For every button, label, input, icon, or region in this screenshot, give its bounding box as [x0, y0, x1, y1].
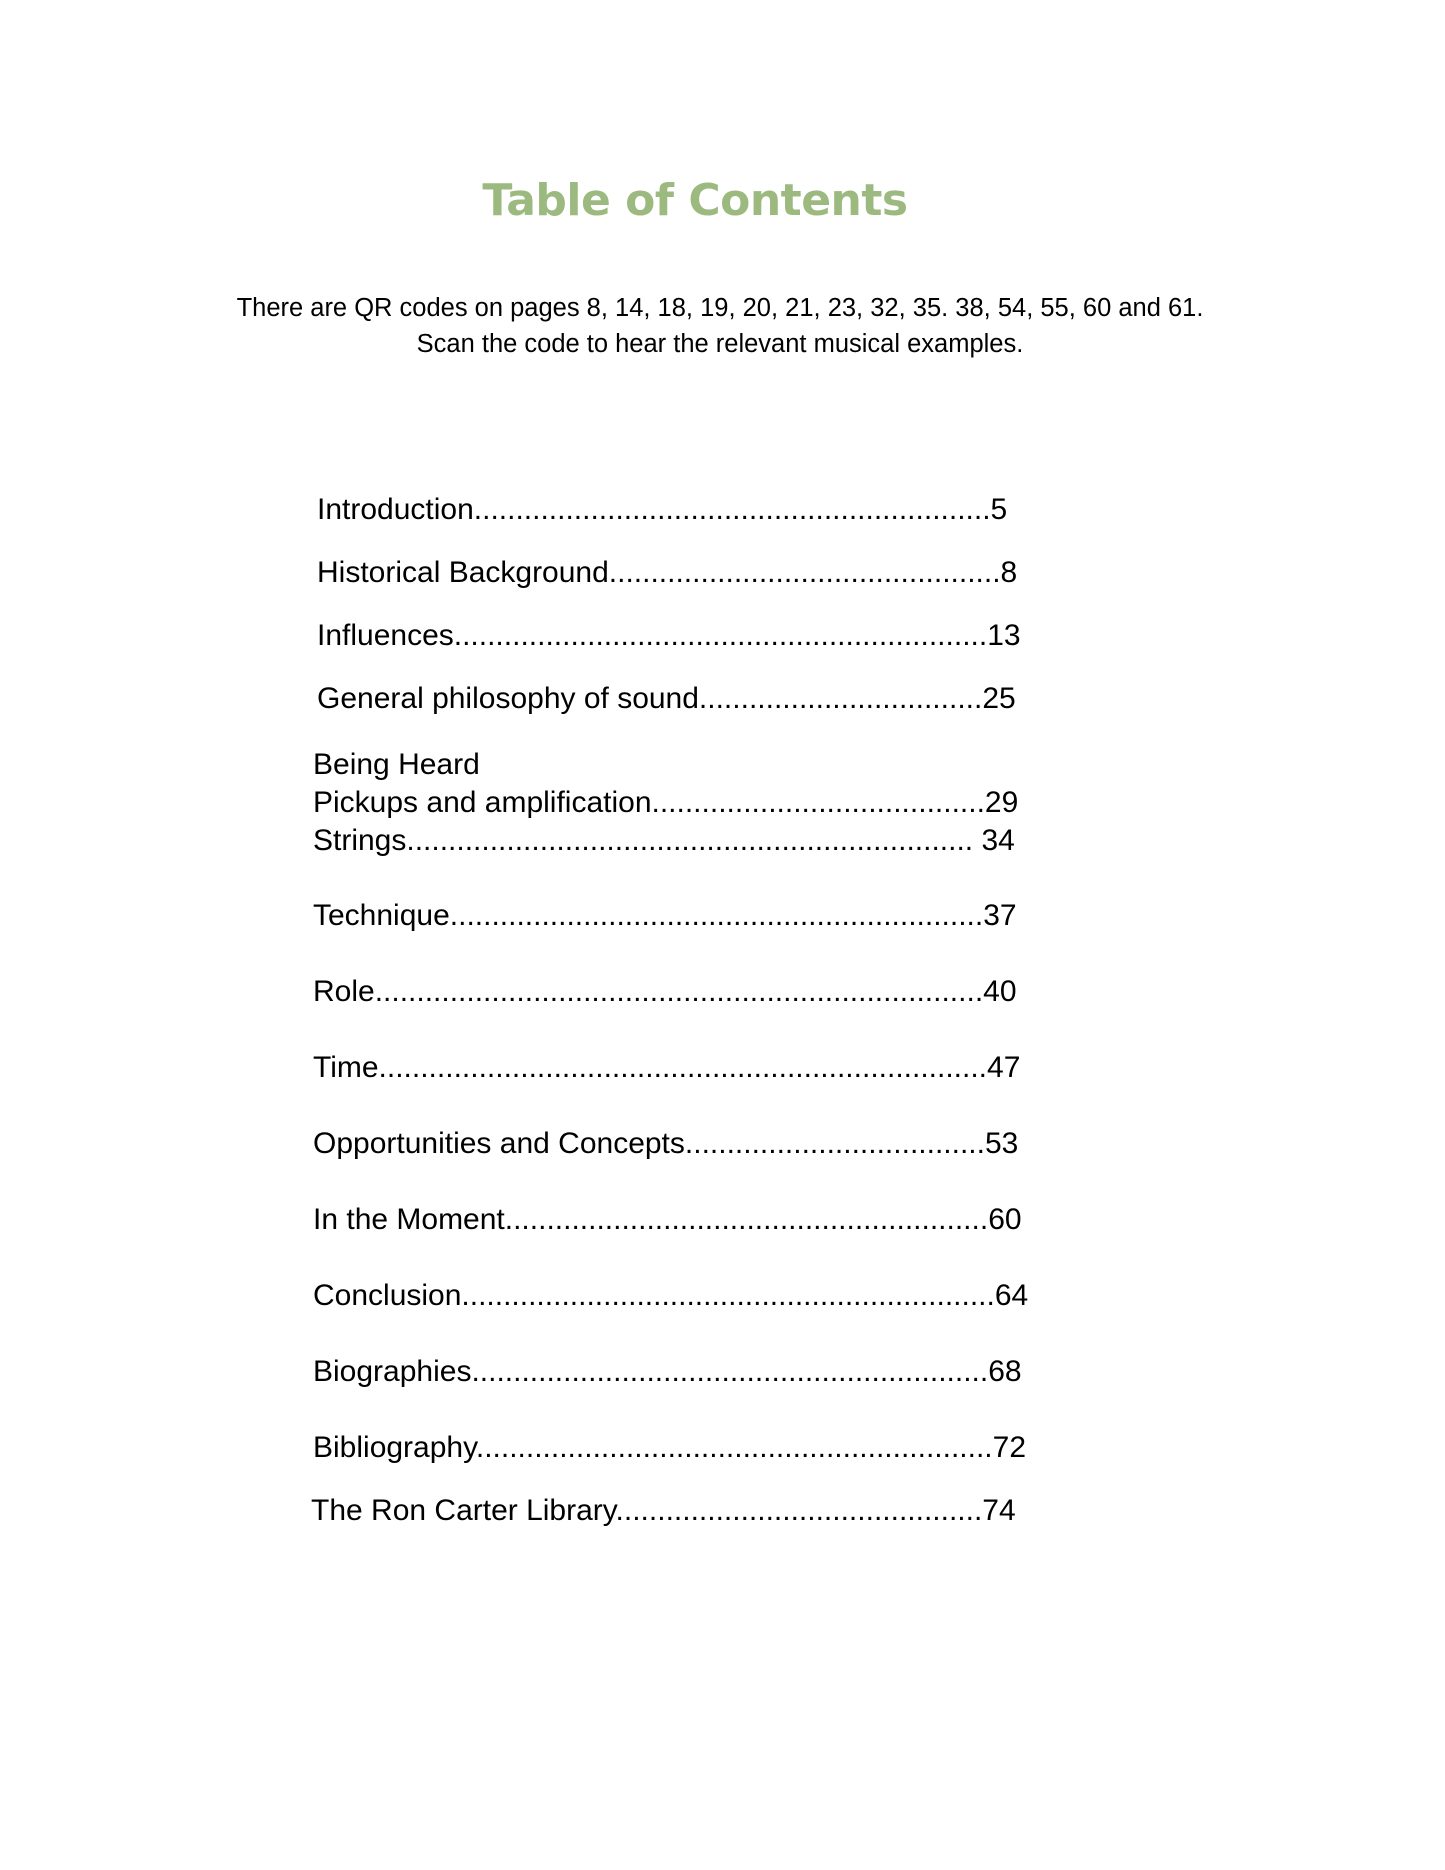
toc-entry-opportunities[interactable]: Opportunities and Concepts....................................53 [313, 1127, 1019, 1160]
qr-code-instruction: Scan the code to hear the relevant musical examples. [416, 330, 1024, 358]
toc-entry-strings[interactable]: Strings.................................................................... 34 [313, 824, 1015, 857]
toc-entry-ron-carter-library[interactable]: The Ron Carter Library............................................74 [311, 1494, 1016, 1527]
toc-entry-role[interactable]: Role.........................................................................40 [313, 975, 1017, 1008]
toc-section-being-heard[interactable]: Being Heard [313, 748, 480, 781]
toc-entry-introduction[interactable]: Introduction..............................................................5 [317, 493, 1008, 526]
toc-entry-historical-background[interactable]: Historical Background...............................................8 [317, 556, 1018, 589]
toc-entry-technique[interactable]: Technique................................................................37 [313, 899, 1017, 932]
toc-entry-pickups[interactable]: Pickups and amplification........................................29 [313, 786, 1019, 819]
toc-entry-biographies[interactable]: Biographies..............................................................68 [313, 1355, 1022, 1388]
toc-entry-in-the-moment[interactable]: In the Moment..........................................................60 [313, 1203, 1022, 1236]
toc-entry-influences[interactable]: Influences................................................................13 [317, 619, 1021, 652]
toc-entry-general-philosophy[interactable]: General philosophy of sound..................................25 [317, 682, 1016, 715]
toc-entry-conclusion[interactable]: Conclusion................................................................64 [313, 1279, 1029, 1312]
toc-entry-bibliography[interactable]: Bibliography..............................................................72 [313, 1431, 1027, 1464]
qr-code-note: There are QR codes on pages 8, 14, 18, 19, 20, 21, 23, 32, 35. 38, 54, 55, 60 and 61. [236, 294, 1204, 322]
toc-entry-time[interactable]: Time.........................................................................47 [313, 1051, 1021, 1084]
page-title: Table of Contents [482, 175, 908, 226]
